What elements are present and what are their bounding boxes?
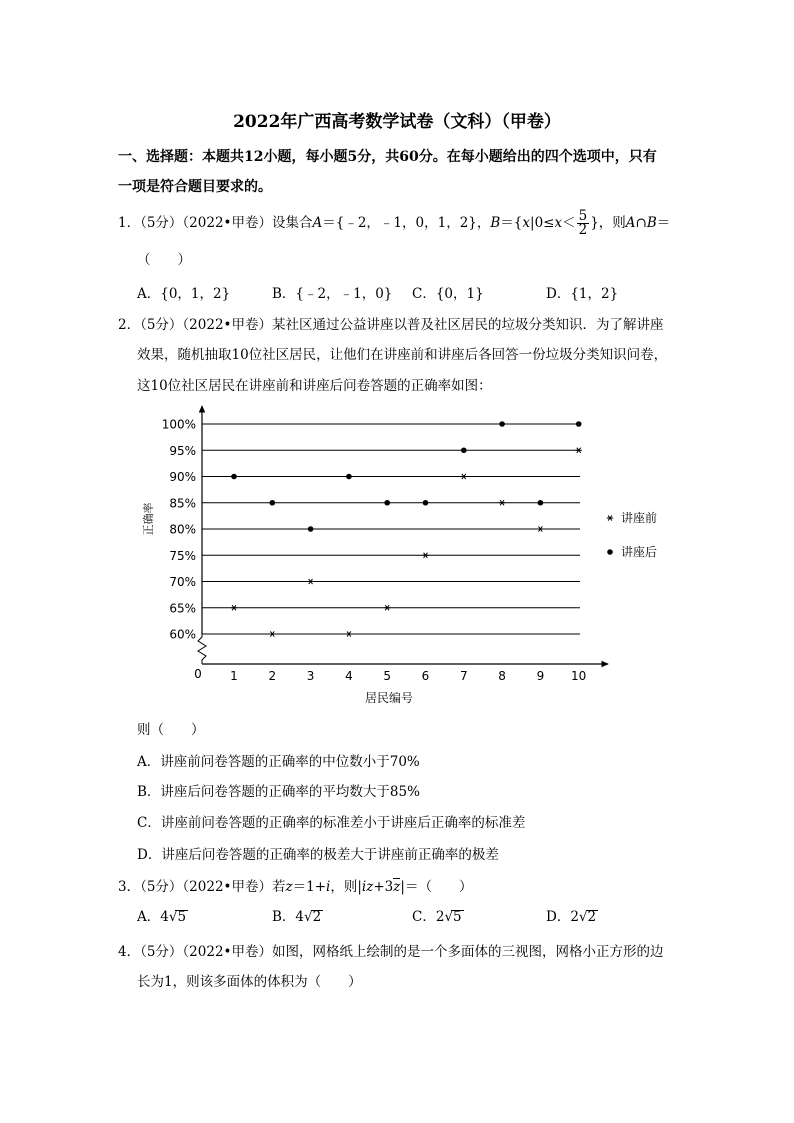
question-1-blank: （ ） [137, 252, 191, 268]
point-after-8 [499, 421, 505, 427]
q3-option-b: B．4√2 [272, 909, 322, 925]
legend-marker-after [607, 549, 613, 555]
point-after-2 [270, 500, 276, 506]
point-before-5 [384, 605, 390, 610]
x-axis-label: 居民编号 [364, 691, 414, 705]
question-1-stem: 1．（5分）（2022•甲卷）设集合A＝{﹣2，﹣1，0，1，2}，B＝{x|0≤x＜ $\frac{5}{2}$ }，则A∩B＝ [118, 208, 671, 238]
x-tick-label: 10 [571, 669, 587, 683]
question-2-line1: 2．（5分）（2022•甲卷）某社区通过公益讲座以普及社区居民的垃圾分类知识．为了解讲座 [118, 317, 664, 333]
point-before-8 [499, 500, 505, 505]
q1-option-b: B．{﹣2，﹣1，0} [272, 286, 393, 302]
x-tick-label: 7 [459, 669, 468, 683]
point-after-6 [423, 500, 429, 506]
scatter-chart [130, 398, 690, 713]
y-tick-label: 60% [169, 627, 196, 642]
section-heading-line1: 一、选择题：本题共12小题，每小题5分，共60分。在每小题给出的四个选项中，只有 [118, 149, 657, 165]
q2-option-a: A．讲座前问卷答题的正确率的中位数小于70% [137, 754, 420, 770]
q3-option-a: A．4√5 [137, 909, 187, 925]
point-before-1 [231, 605, 237, 610]
y-tick-label: 65% [169, 601, 196, 616]
legend-marker-before [607, 515, 613, 520]
legend-label-after: 讲座后 [621, 545, 658, 559]
point-before-10 [576, 448, 582, 453]
question-4-line2: 长为1，则该多面体的体积为（ ） [137, 974, 362, 990]
y-tick-label: 95% [169, 443, 196, 458]
fraction-5-2: $\frac{5}{2}$ [578, 208, 588, 238]
x-tick-label: 3 [306, 669, 315, 683]
q2-option-d: D．讲座后问卷答题的正确率的极差大于讲座前正确率的极差 [137, 847, 499, 863]
question-2-line3: 这10位社区居民在讲座前和讲座后问卷答题的正确率如图： [137, 378, 492, 394]
q1-option-c: C．{0，1} [412, 286, 484, 302]
y-tick-label: 80% [169, 522, 196, 537]
x-tick-label: 6 [421, 669, 430, 683]
q2-option-c: C．讲座前问卷答题的正确率的标准差小于讲座后正确率的标准差 [137, 815, 526, 831]
question-3-stem: 3．（5分）（2022•甲卷）若z＝1+i，则|iz+3z|＝（ ） [118, 879, 473, 895]
x-tick-label: 8 [498, 669, 506, 683]
x-tick-label: 5 [383, 669, 392, 683]
point-before-3 [307, 579, 313, 584]
point-after-7 [461, 447, 467, 453]
point-after-3 [308, 526, 314, 532]
x-tick-label: 4 [345, 669, 353, 683]
y-axis-label: 正确率 [142, 502, 155, 536]
point-after-1 [231, 474, 237, 480]
legend-label-before: 讲座前 [621, 511, 658, 525]
y-tick-label: 85% [169, 496, 196, 511]
y-tick-label: 90% [169, 470, 196, 484]
point-after-5 [384, 500, 390, 506]
y-axis-break [198, 634, 206, 664]
y-tick-label: 70% [169, 575, 196, 589]
point-after-4 [346, 474, 352, 480]
point-before-2 [269, 631, 275, 636]
q2-option-b: B．讲座后问卷答题的正确率的平均数大于85% [137, 784, 420, 800]
x-tick-label: 2 [268, 669, 277, 683]
q3-option-c: C．2√5 [412, 909, 462, 925]
q1-option-a: A．{0，1，2} [137, 286, 231, 302]
point-before-6 [422, 553, 428, 558]
point-after-10 [576, 421, 582, 427]
x-tick-label: 1 [230, 669, 238, 683]
point-before-4 [346, 631, 352, 636]
origin-label: 0 [194, 667, 202, 681]
question-2-then: 则（ ） [137, 722, 205, 738]
page-title: 2022年广西高考数学试卷（文科）（甲卷） [233, 112, 561, 132]
point-after-9 [538, 500, 544, 506]
section-heading-line2: 一项是符合题目要求的。 [118, 179, 272, 195]
point-before-9 [537, 526, 543, 531]
q3-option-d: D．2√2 [546, 909, 597, 925]
q1-option-d: D．{1，2} [546, 286, 619, 302]
point-before-7 [461, 474, 467, 479]
y-tick-label: 100% [161, 417, 196, 432]
y-tick-label: 75% [169, 548, 196, 563]
x-tick-label: 9 [536, 669, 545, 683]
question-2-line2: 效果，随机抽取10位社区居民，让他们在讲座前和讲座后各回答一份垃圾分类知识问卷， [137, 347, 668, 363]
question-4-line1: 4．（5分）（2022•甲卷）如图，网格纸上绘制的是一个多面体的三视图，网格小正方形的边 [118, 944, 664, 960]
